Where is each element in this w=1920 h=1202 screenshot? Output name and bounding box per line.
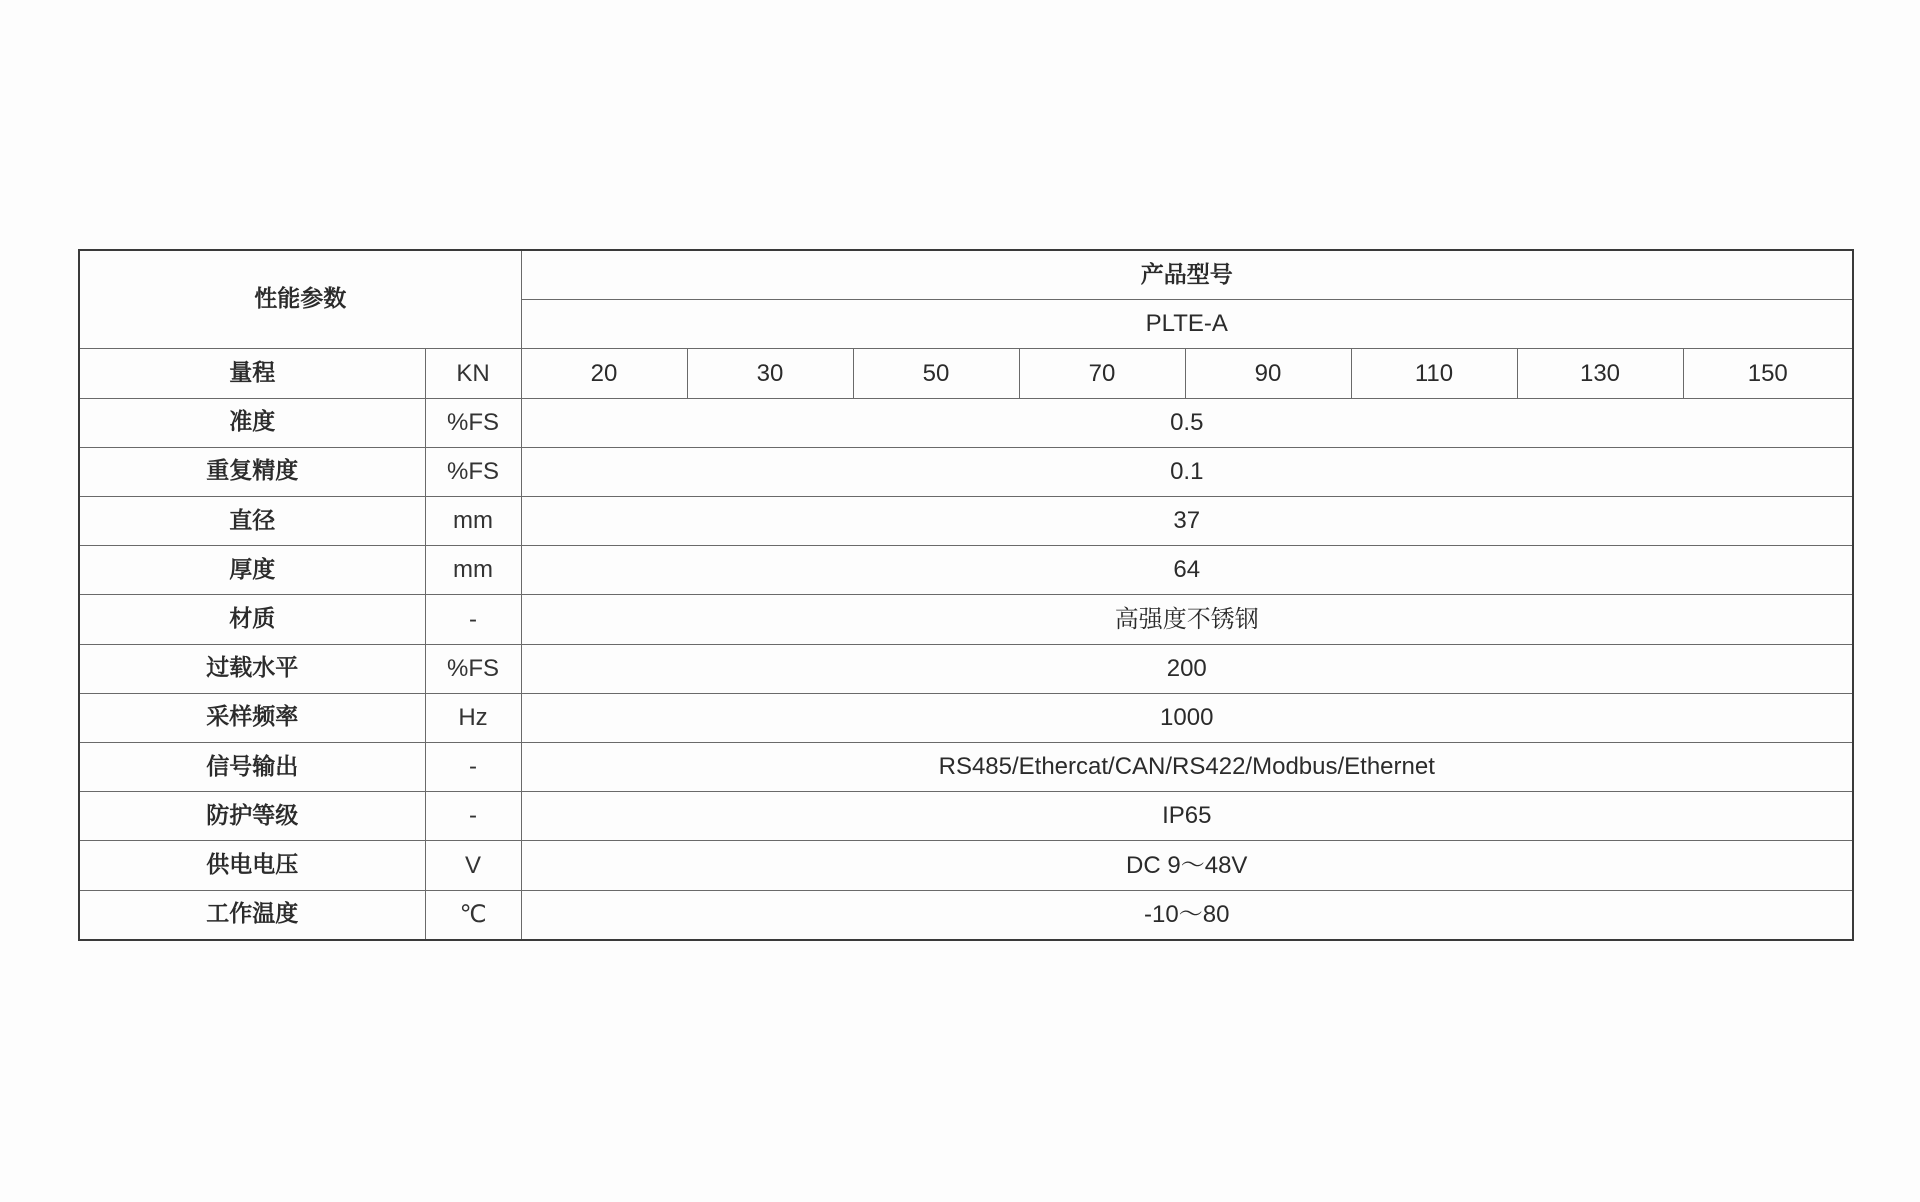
spec-table xyxy=(78,249,1854,941)
header-row-1 xyxy=(79,250,1853,300)
param-unit: %FS xyxy=(425,447,521,496)
param-label: 厚度 xyxy=(79,546,425,595)
param-label: 直径 xyxy=(79,497,425,546)
param-header: 性能参数 xyxy=(79,250,521,349)
spec-row-accuracy xyxy=(79,398,1853,447)
param-unit: Hz xyxy=(425,693,521,742)
param-value: DC 9～48V xyxy=(521,841,1853,890)
spec-row-signal xyxy=(79,743,1853,792)
param-unit: V xyxy=(425,841,521,890)
param-unit: mm xyxy=(425,497,521,546)
spec-row-thickness xyxy=(79,546,1853,595)
range-value: 30 xyxy=(687,349,853,398)
spec-row-material xyxy=(79,595,1853,644)
param-value: 64 xyxy=(521,546,1853,595)
param-unit: ℃ xyxy=(425,890,521,940)
range-row xyxy=(79,349,1853,398)
spec-row-sampling xyxy=(79,693,1853,742)
param-label: 采样频率 xyxy=(79,693,425,742)
param-label: 供电电压 xyxy=(79,841,425,890)
range-value: 150 xyxy=(1683,349,1853,398)
range-value: 20 xyxy=(521,349,687,398)
param-unit: mm xyxy=(425,546,521,595)
param-label: 重复精度 xyxy=(79,447,425,496)
param-label: 准度 xyxy=(79,398,425,447)
range-value: 70 xyxy=(1019,349,1185,398)
spec-row-protection xyxy=(79,792,1853,841)
model-header: 产品型号 xyxy=(521,250,1853,300)
param-unit: - xyxy=(425,792,521,841)
spec-table-body xyxy=(79,250,1853,940)
param-unit: - xyxy=(425,743,521,792)
param-value: RS485/Ethercat/CAN/RS422/Modbus/Ethernet xyxy=(521,743,1853,792)
spec-row-voltage xyxy=(79,841,1853,890)
param-value: 0.5 xyxy=(521,398,1853,447)
param-label: 材质 xyxy=(79,595,425,644)
range-label: 量程 xyxy=(79,349,425,398)
spec-row-temperature xyxy=(79,890,1853,940)
param-label: 工作温度 xyxy=(79,890,425,940)
range-value: 50 xyxy=(853,349,1019,398)
range-value: 130 xyxy=(1517,349,1683,398)
spec-row-repeatability xyxy=(79,447,1853,496)
spec-row-overload xyxy=(79,644,1853,693)
model-name: PLTE-A xyxy=(521,300,1853,349)
param-value: 0.1 xyxy=(521,447,1853,496)
range-value: 90 xyxy=(1185,349,1351,398)
param-value: 200 xyxy=(521,644,1853,693)
range-value: 110 xyxy=(1351,349,1517,398)
param-label: 过载水平 xyxy=(79,644,425,693)
param-value: -10～80 xyxy=(521,890,1853,940)
param-unit: %FS xyxy=(425,398,521,447)
param-value: 1000 xyxy=(521,693,1853,742)
param-label: 防护等级 xyxy=(79,792,425,841)
param-unit: %FS xyxy=(425,644,521,693)
spec-row-diameter xyxy=(79,497,1853,546)
param-label: 信号输出 xyxy=(79,743,425,792)
param-value: IP65 xyxy=(521,792,1853,841)
param-unit: - xyxy=(425,595,521,644)
range-unit: KN xyxy=(425,349,521,398)
param-value: 高强度不锈钢 xyxy=(521,595,1853,644)
param-value: 37 xyxy=(521,497,1853,546)
